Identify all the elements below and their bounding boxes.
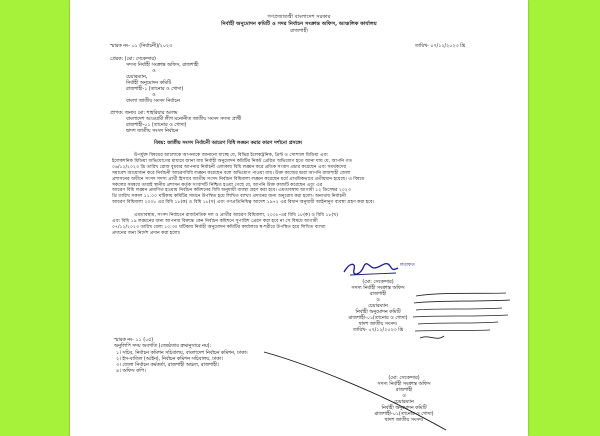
copy-item: ৪। অফিস কপি। xyxy=(116,369,146,374)
signature-scribble-1 xyxy=(340,256,415,280)
body-paragraph-1: উপর্যুক্ত বিষয়ের আলোকে আপনাকে জানানো যাচ্ছে যে, বিভিন্ন ইলেকট্রনিক, প্রিন্ট ও সোশ্যাল মিডিয়া এবং ইলেকশনিক মিডিয়া অভিযোগের মাধ্যমে জানা যায় নির্বাহী অনুমোদন কমিটির নিকট প্রেরিত অভিযোগ হতে জানা যায় যে, আপনি গত ০৬/১২/২০২৩ খ্রি তারিখ রোজ বুধবার আপনার নির্বাচনী এলাকায় বিধি লঙ্ঘন করে প্রতিক সংবাদ প্রচার করেছেন এবং সমর্থকদের সমাবেশ আয়োজন করে নির্বাচনী আচরণবিধি লঙ্ঘন করেছেন বলে অভিযোগ পাওয়া যায়। উক্ত কাজের দ্বারা আপনি রাজশাহী জেলা প্রশাসনের অধীনে সংসদ সদস্য প্রার্থী হিসাবে জাতীয় সংসদ নির্বাচন বিধিমালা লঙ্ঘন করেছেন মর্মে প্রাথমিকভাবে প্রতীয়মান হয়েছে। এ বিষয়ে সকলের সমন্বয়ে তারাই স্থানীয় প্রশাসন কর্তৃক সংবাদটি নিশ্চিত হওয়া গেছে যে, আপনি উক্ত কাজটি করেছেন এবং এর আচরণ বিধি লঙ্ঘন প্রমাণিত হওয়ায় নির্বাচন কমিশনের বিধি অনুযায়ী ব্যবস্থা গ্রহণ করা হবে। এমতাবস্থায় আগামী ১২ ডিসেম্বর ২০২৩ খ্রি তারিখ সকাল ১১.০০ ঘটিকায় কমিটির সামনে উপস্থিত হয়ে লিখিত ব্যাখ্যা প্রদানের জন্য অনুরোধ করা হলো। অন্যথায় নির্বাচনী আচরণ বিধিমালা ২০০৮ এর বিধি ১৮(ক) ও বিধি ১৮(খ) এবং গণপ্রতিনিধিত্ব আদেশ ১৯৭২ এর বিধান অনুযায়ী আইনানুগ ব্যবস্থা গ্রহণ করা হবে। xyxy=(112,153,375,206)
copy-list xyxy=(116,351,248,375)
signature-scribble-1-text: লতাফত xyxy=(400,263,415,268)
copy-item: ৩। জেলা নির্বাচন কর্মকর্তা, রাজশাহী অঞ্চল, রাজশাহী। xyxy=(116,363,219,368)
to-label: প্রাপক: জনাব মো: শাহরিয়ার আলম xyxy=(110,111,178,116)
copy-item: ১। সচিব, নির্বাচন কমিশন সচিবালয়, বাংলাদেশ নির্বাচন কমিশন, ঢাকা। xyxy=(116,351,248,356)
body-paragraph-2: এমতাবস্থায়, সংসদ নির্বাচনে রাজনৈতিক দল ও প্রার্থীর আচরণ বিধিমালা, ২০০৮-এর বিধি ১৮(ক) ও বিধি ১৮(খ) এবং বিধি ১৯ লঙ্ঘনের জন্য আপনার বিরুদ্ধে কেন নির্বাচন কমিশনে সুপারিশ প্রেরণ করা হবে না সে বিষয়ে আগামী ০৭/১২/২০২৩ তারিখ বেলা ১০:৩০ ঘটিকায় নির্বাহী অনুমোদন কমিটির কার্যালয়ে স্ব-শরীরে উপস্থিত হয়ে লিখিত ব্যাখ্যা প্রদানের জন্য নির্দেশ প্রদান করা হলো। xyxy=(112,213,339,236)
document-page xyxy=(70,0,528,436)
memo-date: তারিখ- ০৭/১২/২০২৩ খ্রি xyxy=(415,44,466,49)
subject-line: বিষয়: জাতীয় সংসদ নির্বাচনী আচরণ বিধি লঙ্ঘন করার কারণ দর্শানো প্রসঙ্গে। xyxy=(154,141,303,146)
copy-label: অনুলিপি সদয় অবগতি (জ্যেষ্ঠতার ক্রমানুসারে নয়): xyxy=(114,344,212,349)
from-label: প্রেরক: (মো: সেকেন্দার) xyxy=(110,57,156,62)
signature-block-2: (মো: সেকেন্দার) সদস্য নির্বাহী সংক্রান্ত অফিস রাজশাহী ও চেয়ারম্যান নির্বাহী অনুমোদন কমিটি রাজশাহী-০১(তানোর ও গোদা) দ্বাদশ জাতীয় সংসদ। xyxy=(374,376,434,423)
to-block: বাংলাদেশ আওয়ামী লীগ মনোনীত জাতীয় সংসদ সদস্য প্রার্থী রাজশাহী-০১ (তানোর ও গোদা) দ্বাদশ জাতীয় সংসদ নির্বাচন xyxy=(126,117,242,134)
copy-item: ২। ইস-বাতিল (আইন), নির্বাচন কমিশন সচিবালয়, ঢাকা। xyxy=(116,357,223,362)
handwritten-annotation xyxy=(410,290,515,350)
copy-memo-number: স্মারক নং- ১১ (০৫) xyxy=(114,338,154,343)
signature-block-1: (মো: সেকেন্দার) সদস্য নির্বাহী সংক্রান্ত অফিস রাজশাহী ও চেয়ারম্যান নির্বাহী অনুমোদন কমিটি রাজশাহী-০১(তানোর ও গোদা) দ্বাদশ জাতীয় সংসদ। তারিখ- ০৭/১২/২০২৩ খ্রি xyxy=(348,280,408,333)
header-office: নির্বাহী অনুমোদন কমিটি ও সদর নির্বাচন সংক্রান্ত অফিস, আঞ্চলিক কার্যালয় xyxy=(221,21,377,27)
header-government: গণপ্রজাতন্ত্রী বাংলাদেশ সরকার xyxy=(267,14,331,20)
header-city: রাজশাহী xyxy=(290,28,308,34)
memo-number: স্মারক নং- ০১ (নির্বাচনী)/২০২৩ xyxy=(110,44,173,49)
from-block: সদস্য নির্বাহী সংক্রান্ত অফিস, রাজশাহী ও চেয়ারম্যান, নির্বাহী অনুমোদন কমিটি রাজশাহী-১ (তানোর ও গোদা) ও বাংলা জাতীয় সংসদ নির্বাচন xyxy=(126,63,199,104)
